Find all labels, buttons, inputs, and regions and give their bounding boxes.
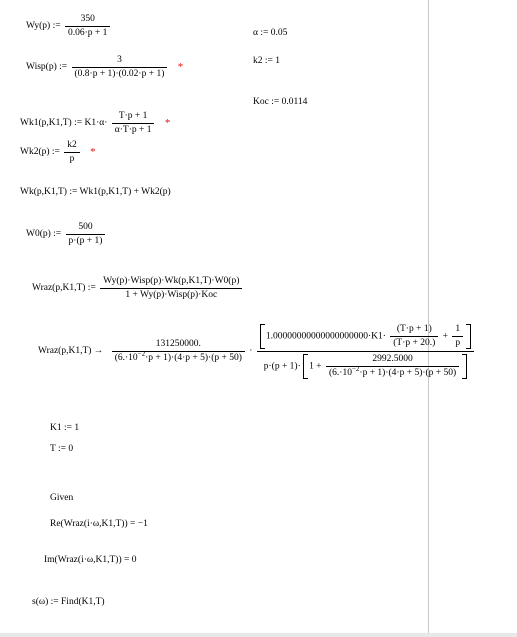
eq-result-left-fraction [112, 339, 245, 364]
eq-wraz-result[interactable] [38, 324, 476, 379]
eq-result-frac-den-exp: −2 [351, 364, 360, 373]
eq-result-frac-den-b: ·p + 1)·(4·p + 5)·(p + 50) [359, 368, 457, 378]
eq-w0[interactable] [26, 222, 107, 247]
eq-result-left-den-a: (6.·10 [114, 353, 138, 363]
eq-result-frac-den-a: (6.·10 [329, 368, 352, 378]
eq-wk2[interactable] [20, 140, 96, 165]
eq-wk1-fraction [112, 111, 155, 136]
eq-wk1-lhs: Wk1(p,K1,T) := K1·α· [20, 118, 108, 128]
eq-wraz-denominator: 1 + Wy(p)·Wisp(p)·Koc [125, 290, 218, 300]
eq-wisp-fraction [72, 55, 168, 80]
eq-result-dot: · [249, 346, 253, 356]
eq-result-den-frac-numerator: 2992.5000 [326, 354, 459, 367]
eq-result-one-num: 1 [452, 324, 463, 337]
eq-w0-denominator: p·(p + 1) [68, 236, 103, 246]
eq-k1[interactable]: K1 := 1 [50, 423, 80, 433]
eq-result-one-over-p [452, 324, 463, 349]
eq-wy-numerator: 350 [65, 14, 110, 27]
eq-wraz[interactable] [32, 276, 244, 301]
eq-result-den-frac-denominator [326, 364, 459, 379]
eq-wy-denominator: 0.06·p + 1 [67, 28, 108, 38]
eq-wk1[interactable] [20, 111, 170, 136]
eq-result-coef: 1.00000000000000000000·K1· [265, 331, 386, 342]
error-marker: * [90, 146, 96, 158]
eq-wraz-lhs: Wraz(p,K1,T) := [32, 283, 96, 293]
eq-w0-fraction [66, 222, 106, 247]
bottom-scroll-strip [0, 633, 517, 637]
eq-koc[interactable]: Koc := 0.0114 [253, 97, 308, 107]
eq-w0-numerator: 500 [66, 222, 106, 235]
eq-wk2-lhs: Wk2(p) := [20, 147, 60, 157]
eq-result-one-den: p [455, 338, 461, 348]
error-marker: * [177, 61, 184, 73]
eq-wisp-lhs: Wisp(p) := [26, 62, 68, 72]
eq-wk1-numerator: T·p + 1 [112, 111, 155, 124]
eq-result-right-fraction [257, 324, 474, 379]
eq-find[interactable]: s(ω) := Find(K1,T) [32, 597, 105, 607]
eq-result-plus: + [442, 331, 449, 342]
error-marker: * [164, 117, 171, 129]
eq-result-left-den-b: ·p + 1)·(4·p + 5)·(p + 50) [145, 353, 242, 363]
given-keyword[interactable]: Given [50, 493, 74, 503]
eq-wy-fraction [65, 14, 110, 39]
eq-result-inner-denominator: (T·p + 20.) [393, 338, 436, 348]
eq-wk[interactable]: Wk(p,K1,T) := Wk1(p,K1,T) + Wk2(p) [20, 187, 171, 197]
eq-wk2-fraction [64, 140, 80, 165]
eq-wy[interactable] [26, 14, 112, 39]
right-blank-area [429, 0, 517, 637]
eq-result-right-denominator [257, 352, 474, 379]
eq-result-den-prefix: p·(p + 1)· [263, 361, 301, 372]
eq-wisp-numerator: 3 [72, 55, 168, 68]
eq-im-constraint[interactable]: Im(Wraz(i·ω,K1,T)) = 0 [44, 555, 137, 565]
eq-result-left-denominator [112, 349, 245, 364]
eq-alpha[interactable]: α := 0.05 [253, 28, 288, 38]
eq-result-numerator-bracket [260, 324, 471, 349]
eq-result-lhs: Wraz(p,K1,T) → [38, 346, 104, 356]
eq-result-left-den-exp: −2 [137, 349, 146, 358]
eq-wraz-numerator: Wy(p)·Wisp(p)·Wk(p,K1,T)·W0(p) [100, 276, 242, 289]
eq-k2[interactable]: k2 := 1 [253, 56, 280, 66]
eq-result-den-fraction [326, 354, 459, 379]
eq-result-denominator-bracket [303, 354, 467, 379]
eq-re-constraint[interactable]: Re(Wraz(i·ω,K1,T)) = −1 [50, 519, 148, 529]
eq-result-inner-numerator: (T·p + 1) [390, 324, 438, 337]
eq-t[interactable]: T := 0 [50, 444, 74, 454]
eq-result-left-numerator: 131250000. [112, 339, 245, 352]
eq-wisp-denominator: (0.8·p + 1)·(0.02·p + 1) [74, 69, 165, 79]
eq-wraz-fraction [100, 276, 242, 301]
eq-result-right-numerator [257, 324, 474, 352]
eq-result-one-plus: 1 + [309, 361, 322, 372]
eq-wk2-denominator: p [69, 154, 75, 164]
eq-w0-lhs: W0(p) := [26, 229, 62, 239]
eq-wk1-denominator: α·T·p + 1 [114, 125, 152, 135]
eq-result-inner-fraction [390, 324, 438, 349]
eq-wisp[interactable] [26, 55, 183, 80]
eq-wk2-numerator: k2 [64, 140, 80, 153]
eq-wy-lhs: Wy(p) := [26, 21, 61, 31]
